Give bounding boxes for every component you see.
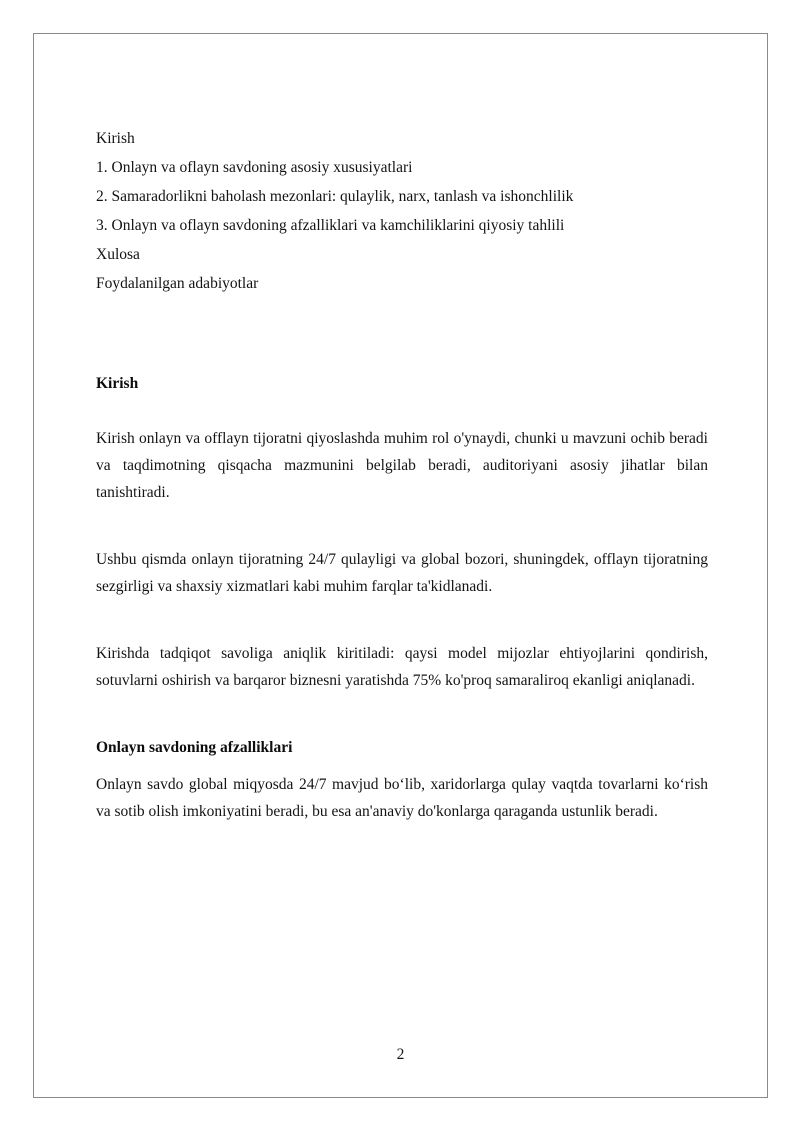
section-heading-kirish: Kirish bbox=[96, 375, 139, 392]
page-content bbox=[96, 124, 708, 825]
toc-entry: Xulosa bbox=[96, 246, 140, 263]
toc-entry: 1. Onlayn va oflayn savdoning asosiy xususiyatlari bbox=[96, 159, 413, 176]
page-sheet bbox=[33, 33, 768, 1098]
paragraph: Ushbu qismda onlayn tijoratning 24/7 qulayligi va global bozori, shuningdek, offlayn tijoratning sezgirligi va shaxsiy xizmatlari kabi muhim farqlar ta'kidlanadi. bbox=[96, 551, 708, 595]
table-of-contents bbox=[96, 124, 708, 298]
toc-entry: Kirish bbox=[96, 130, 135, 147]
page-number: 2 bbox=[396, 1046, 405, 1063]
section-heading-onlayn-savdoning-afzalliklari: Onlayn savdoning afzalliklari bbox=[96, 739, 293, 756]
paragraph: Onlayn savdo global miqyosda 24/7 mavjud bo‘lib, xaridorlarga qulay vaqtda tovarlarni ko‘rish va sotib olish imkoniyatini beradi, bu esa an'anaviy do'konlarga qaraganda ustunlik beradi. bbox=[96, 776, 708, 820]
paragraph: Kirish onlayn va offlayn tijoratni qiyoslashda muhim rol o'ynaydi, chunki u mavzuni ochib beradi va taqdimotning qisqacha mazmunini belgilab beradi, auditoriyani asosiy jihatlar bilan tanishtiradi. bbox=[96, 430, 708, 501]
toc-entry: 3. Onlayn va oflayn savdoning afzalliklari va kamchiliklarini qiyosiy tahlili bbox=[96, 217, 565, 234]
toc-entry: 2. Samaradorlikni baholash mezonlari: qulaylik, narx, tanlash va ishonchlilik bbox=[96, 188, 574, 205]
toc-entry: Foydalanilgan adabiyotlar bbox=[96, 275, 259, 292]
paragraph: Kirishda tadqiqot savoliga aniqlik kiritiladi: qaysi model mijozlar ehtiyojlarini qondirish, sotuvlarni oshirish va barqaror biznesni yaratishda 75% ko'proq samaraliroq ekanligi aniqlanadi. bbox=[96, 645, 708, 689]
